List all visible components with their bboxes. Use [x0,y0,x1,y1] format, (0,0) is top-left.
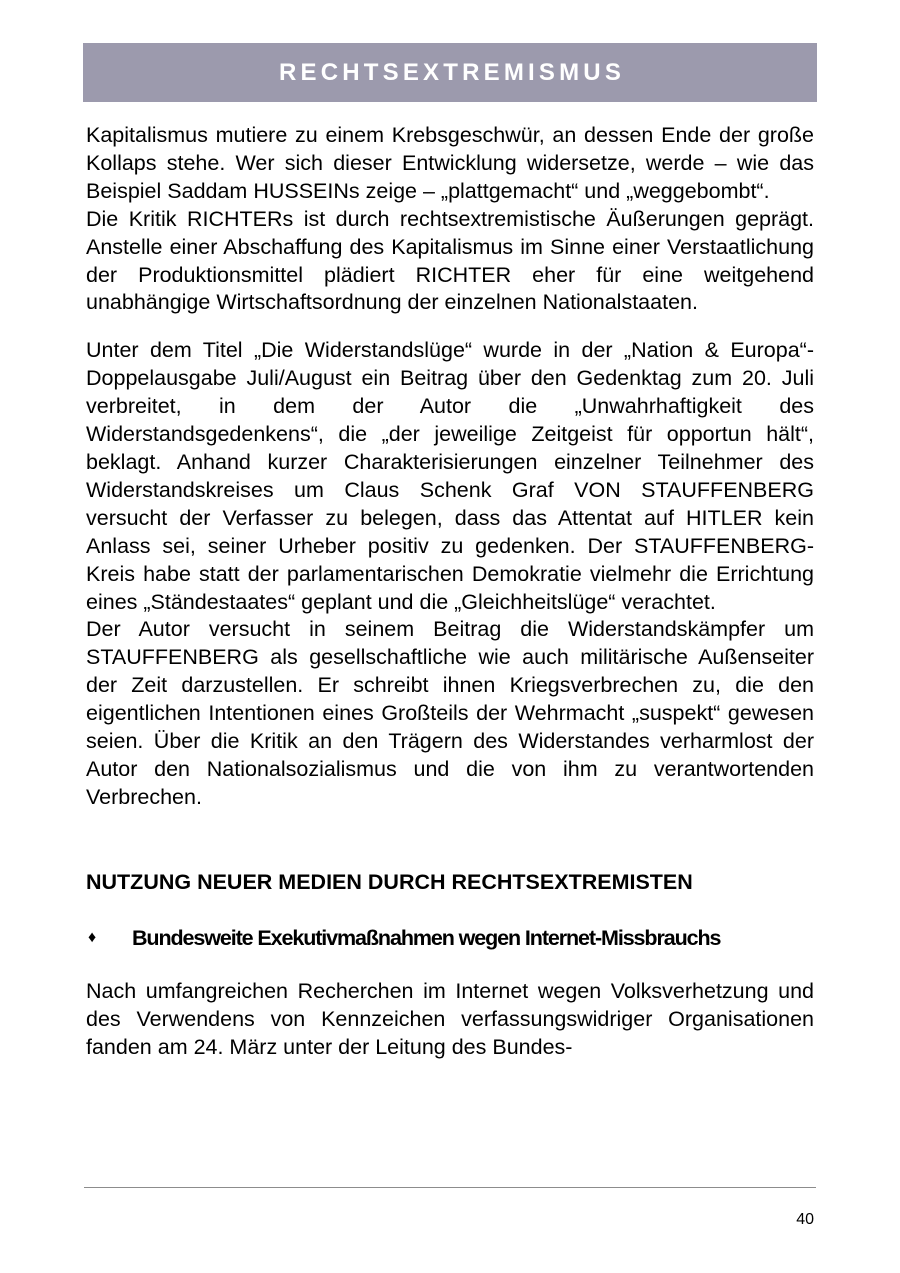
body-paragraph: Nach umfangreichen Recherchen im Internet wegen Volksverhetzung und des Verwendens von Kennzeichen verfassungswidriger Organisationen fanden am 24. März unter der Leitung des Bundes- [86,978,814,1059]
page-content [86,122,814,1061]
subheading [86,924,814,952]
body-paragraph: Unter dem Titel „Die Widerstandslüge“ wurde in der „Nation & Europa“-Doppelausgabe Juli/August ein Beitrag über den Gedenktag zum 20. Juli verbreitet, in dem der Autor die „Unwahrhaftigkeit des Widerstandsgedenkens“, die „der jeweilige Zeitgeist für opportun hält“, beklagt. Anhand kurzer Charakterisierungen einzelner Teilnehmer des Widerstandskreises um Claus Schenk Graf VON STAUFFENBERG versucht der Verfasser zu belegen, dass das Attentat auf HITLER kein Anlass sei, seiner Urheber positiv zu gedenken. Der STAUFFENBERG-Kreis habe statt der parlamentarischen Demokratie vielmehr die Errichtung eines „Ständestaates“ geplant und die „Gleichheitslüge“ verachtet. [86,338,814,614]
body-paragraph: Kapitalismus mutiere zu einem Krebsgeschwür, an dessen Ende der große Kollaps stehe. Wer sich dieser Entwicklung widersetze, werde – wie das Beispiel Saddam HUSSEINs zeige – „plattgemacht“ und „weggebombt“. [86,123,814,203]
chapter-title: RECHTSEXTREMISMUS [278,58,626,86]
section-heading: NUTZUNG NEUER MEDIEN DURCH RECHTSEXTREMISTEN [86,869,693,894]
body-paragraph: Der Autor versucht in seinem Beitrag die Widerstandskämpfer um STAUFFENBERG als gesellschaftliche wie auch militärische Außenseiter der Zeit darzustellen. Er schreibt ihnen Kriegsverbrechen zu, die den eigentlichen Intentionen eines Großteils der Wehrmacht „suspekt“ gewesen seien. Über die Kritik an den Trägern des Widerstandes verharmlost der Autor den Nationalsozialismus und die von ihm zu verantwortenden Verbrechen. [86,617,814,809]
subheading-text: Bundesweite Exekutivmaßnahmen wegen Internet-Missbrauchs [132,925,721,950]
diamond-bullet-icon: ♦ [88,928,97,946]
page-number: 40 [796,1211,814,1228]
body-paragraph: Die Kritik RICHTERs ist durch rechtsextremistische Äußerungen geprägt. Anstelle einer Abschaffung des Kapitalismus im Sinne einer Verstaatlichung der Produktionsmittel plädiert RICHTER eher für eine weitgehend unabhängige Wirtschaftsordnung der einzelnen Nationalstaaten. [86,206,814,315]
header-band [83,43,817,102]
footer-divider [84,1187,816,1188]
